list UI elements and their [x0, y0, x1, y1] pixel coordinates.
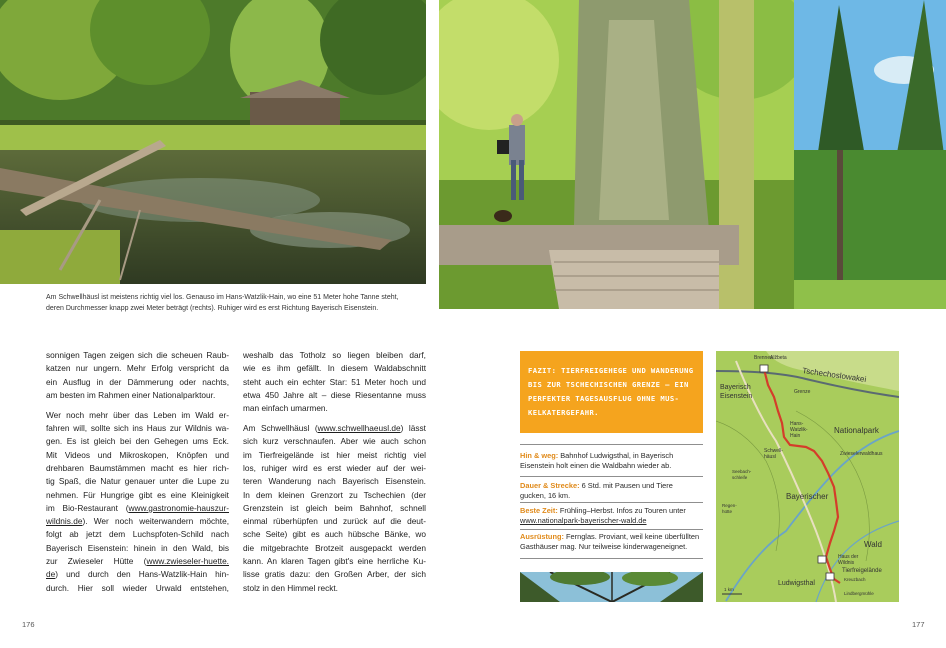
info-line: [520, 506, 704, 516]
map-label: Lindbergmühle: [844, 591, 874, 596]
info-label: Hin & weg:: [520, 451, 559, 460]
text-line: teren Wanderung nach Bayerisch Eisenstein.: [243, 476, 426, 487]
divider: [520, 476, 703, 477]
info-ausruestung: [520, 532, 704, 553]
info-hin-weg: [520, 451, 704, 472]
text-line: lisse gratis dazu: den Großen Arber, der sich: [243, 569, 426, 580]
map-label: Bayerisch: [720, 384, 751, 391]
link-gastronomie-cont[interactable]: wildnis.de: [46, 516, 83, 527]
text-fragment: Am Schwellhäusl (: [243, 423, 318, 434]
text-line: etwa 450 Jahre alt – diese Riesentanne muss: [243, 389, 426, 400]
link-gastronomie[interactable]: www.gastronomie-hauszur-: [128, 502, 229, 513]
info-label: Dauer & Strecke:: [520, 481, 580, 490]
body-column-left: [46, 349, 229, 602]
info-text: Fernglas. Proviant, weil keine überfüllten: [566, 532, 700, 541]
fazit-line: KELKATERGEFAHR.: [528, 408, 599, 417]
text-fragment: ). Wer noch weiterwandern möchte,: [82, 516, 229, 527]
info-text: 6 Std. mit Pausen und Tiere: [581, 481, 673, 490]
info-label: Beste Zeit:: [520, 506, 558, 515]
text-line: steht auch ein echter Star: 51 Meter hoch und: [243, 376, 426, 387]
text-line: [46, 515, 229, 528]
map-label: Tierfreigelände: [842, 568, 882, 574]
photo-forest-pond: [0, 0, 426, 284]
map-label: Kreuzbach: [844, 577, 866, 582]
text-line: [46, 555, 229, 568]
map-label: Ludwigsthal: [778, 580, 815, 587]
photo-giant-fir-tree: [439, 0, 794, 309]
map-label: Tschechoslowakei: [801, 366, 867, 384]
map-label: Grenze: [794, 389, 811, 395]
text-line: sich kurz verschnaufen. Aber wie auch schon: [243, 436, 426, 447]
info-line: [520, 532, 704, 542]
map-label: Eisenstein: [720, 393, 753, 400]
text-fragment: im Bio-Restaurant (: [46, 502, 129, 513]
map-label: Haus der: [838, 554, 859, 560]
map-label: Hain: [790, 433, 801, 439]
map-label: Regen-: [722, 503, 737, 508]
text-line: folgt ab jetzt dem Luchspfoten-Schild nach: [46, 529, 229, 540]
map-label: hütte: [722, 509, 733, 514]
text-line: einmal rüberhüpfen und zurück auf die deut-: [243, 516, 426, 527]
text-line: ein Ausflug in der Dämmerung oder nachts,: [46, 376, 229, 387]
photo-strip-treetops: [520, 572, 703, 602]
text-line: In dem kleinen Grenzort zu Tschechien (der: [243, 489, 426, 500]
map-label: Schwell-: [764, 448, 783, 454]
info-line: [520, 451, 704, 461]
text-fragment: zur Zwieseler Hütte (: [46, 556, 147, 567]
text-line: stolz in den Himmel reckt.: [243, 582, 338, 593]
text-line: nehmen. Für Hungrige gibt es eine Kleinigkeit: [46, 489, 229, 500]
link-schwellhaeusl[interactable]: www.schwellhaeusl.de: [317, 423, 401, 434]
text-line: man einfach umarmen.: [243, 403, 328, 414]
text-line: drehbaren Baumstämmen macht es hier rich-: [46, 462, 229, 473]
text-line: Wer noch mehr über das Leben im Wald er-: [46, 409, 229, 420]
text-fragment: ) lässt: [400, 423, 426, 434]
text-line: [46, 568, 229, 581]
fazit-line: BIS ZUR TSCHECHISCHEN GRENZE – EIN: [528, 380, 689, 389]
photo-caption: [46, 293, 424, 314]
divider: [520, 502, 703, 503]
info-label: Ausrüstung:: [520, 532, 564, 541]
map-label: Wald: [864, 540, 882, 549]
text-line: die mitgebrachte Brotzeit ausgepackt werden: [243, 542, 426, 553]
text-line: weshalb das Totholz so liegen bleiben darf,: [243, 350, 426, 360]
link-zwieseler-huette[interactable]: www.zwieseler-huette.: [146, 556, 229, 567]
map-label: Brennes: [754, 355, 773, 361]
text-line: im Tierfreigelände ist hier meist richtig viel: [243, 449, 426, 460]
station-icon: [818, 556, 826, 563]
map-label: Bayerischer: [786, 492, 829, 501]
map-label: Hans-: [790, 421, 804, 427]
station-icon: [826, 573, 834, 580]
map-label: Nationalpark: [834, 426, 879, 435]
page-number-right: 177: [912, 620, 925, 629]
info-line: Eisenstein holt einen die Waldbahn wieder ab.: [520, 461, 672, 471]
map-label: Watzlik-: [790, 427, 808, 433]
map-label: häusl: [764, 454, 776, 460]
text-line: gen. Es ist gleich bei den Gehegen ums Eck.: [46, 436, 229, 447]
page-number-left: 176: [22, 620, 35, 629]
fazit-line: PERFEKTER TAGESAUSFLUG OHNE MUS-: [528, 394, 680, 403]
body-column-right: [243, 349, 426, 602]
fazit-line: FAZIT: TIERFREIGEHEGE UND WANDERUNG: [528, 366, 694, 375]
info-line: Gasthäuser mag. Nur teilweise kinderwageneignet.: [520, 542, 688, 552]
text-line: durch. Hier soll wieder Urwald entstehen,: [46, 582, 229, 593]
paragraph: [243, 422, 426, 595]
text-line: Mit Videos und Mikroskopen, Knöpfen und: [46, 449, 229, 460]
link-nationalpark[interactable]: www.nationalpark-bayerischer-wald.de: [520, 516, 647, 526]
map-label: Seebach-: [732, 469, 752, 474]
text-line: katzen nur ungern. Mehr Erfolg verspricht da: [46, 363, 229, 374]
map-label: Wildnis: [838, 560, 855, 566]
divider: [520, 558, 703, 559]
text-line: kann. An klaren Tagen gibt's eine herrliche Ku-: [243, 556, 426, 567]
info-text: Frühling–Herbst. Infos zu Touren unter: [559, 506, 686, 515]
text-line: sche Seite) gibt es auch hübsche Bänke, wo: [243, 529, 426, 540]
station-icon: [760, 365, 768, 372]
route-map: [716, 351, 899, 602]
text-line: wie es ihm gefällt. In diesem Waldabschnitt: [243, 363, 426, 374]
paragraph: [46, 349, 229, 402]
text-line: am besten im Rahmen einer Nationalparktour.: [46, 389, 216, 400]
text-line: Bayerisch Eisenstein: hinein in den Wald, bis: [46, 542, 229, 553]
text-line: [243, 422, 426, 435]
info-line: gucken, 16 km.: [520, 491, 571, 501]
info-text: Bahnhof Ludwigsthal, in Bayerisch: [560, 451, 674, 460]
text-line: tig Spaß, die Natur genauer unter die Lupe zu: [46, 476, 229, 487]
link-zwieseler-huette-cont[interactable]: de: [46, 569, 56, 580]
info-beste-zeit: [520, 506, 704, 527]
caption-line-2: deren Durchmesser knapp zwei Meter beträgt (rechts). Ruhiger wird es erst Richtung Bayerisch Eisenstein.: [46, 304, 379, 312]
photo-fir-trees-sky: [794, 0, 946, 309]
text-line: [46, 502, 229, 515]
text-line: sonnigen Tagen zeigen sich die scheuen Raub-: [46, 350, 229, 360]
fazit-box: [520, 351, 703, 433]
text-line: los, ruhiger wird es erst wieder auf der wei-: [243, 462, 426, 473]
paragraph: [46, 409, 229, 595]
info-dauer: [520, 481, 704, 502]
divider: [520, 444, 703, 445]
text-line: fahren will, sollte sich ins Haus zur Wildnis wa-: [46, 423, 229, 434]
text-fragment: ) und durch den Hans-Watzlik-Hain hin-: [55, 569, 229, 580]
map-label: schleife: [732, 475, 748, 480]
info-line: [520, 481, 704, 491]
text-line: Grenzstein ist gleich beim Bahnhof, schnell: [243, 502, 426, 513]
map-scale-label: 1 km: [724, 587, 734, 592]
divider: [520, 529, 703, 530]
map-label: Alžbeta: [770, 355, 787, 361]
caption-line-1: Am Schwellhäusl ist meistens richtig viel los. Genauso im Hans-Watzlik-Hain, wo eine 51 Meter hohe Tanne steht,: [46, 294, 399, 301]
paragraph: [243, 349, 426, 415]
map-label: Zwieselerwaldhaus: [840, 451, 883, 457]
